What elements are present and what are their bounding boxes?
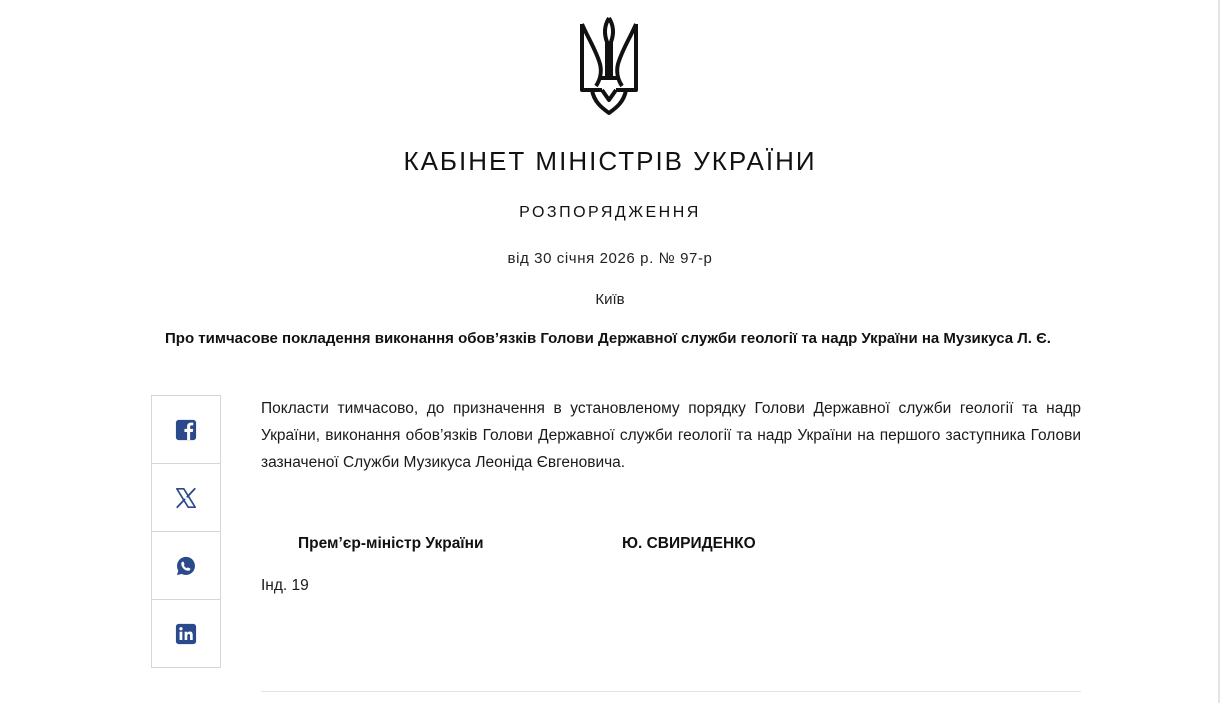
document-subject: Про тимчасове покладення виконання обов’язків Голови Державної служби геології та надр України на Музикуса Л. Є.	[165, 330, 1051, 347]
document-type: РОЗПОРЯДЖЕННЯ	[519, 204, 701, 221]
share-x-button[interactable]	[152, 464, 220, 532]
whatsapp-icon	[175, 555, 197, 577]
document-index: Інд. 19	[261, 577, 309, 594]
share-linkedin-button[interactable]	[152, 600, 220, 667]
document-body: Покласти тимчасово, до призначення в установленому порядку Голови Державної служби геології та надр України, виконання обов’язків Голови Державної служби геології та надр України на першого заступника Голови зазначеної Служби Музикуса Леоніда Євгеновича.	[261, 400, 1081, 471]
bottom-divider	[261, 691, 1081, 692]
share-panel	[151, 395, 221, 668]
share-facebook-button[interactable]	[152, 396, 220, 464]
facebook-icon	[175, 419, 197, 441]
x-twitter-icon	[175, 487, 197, 509]
linkedin-icon	[175, 623, 197, 645]
share-whatsapp-button[interactable]	[152, 532, 220, 600]
trident-emblem-icon	[578, 16, 640, 116]
document-dateline: від 30 січня 2026 р. № 97-р	[507, 250, 713, 267]
signer-title: Прем’єр-міністр України	[298, 535, 484, 552]
signer-name: Ю. СВИРИДЕНКО	[622, 535, 756, 552]
document-city: Київ	[595, 291, 625, 308]
organization-title: КАБІНЕТ МІНІСТРІВ УКРАЇНИ	[403, 146, 817, 176]
